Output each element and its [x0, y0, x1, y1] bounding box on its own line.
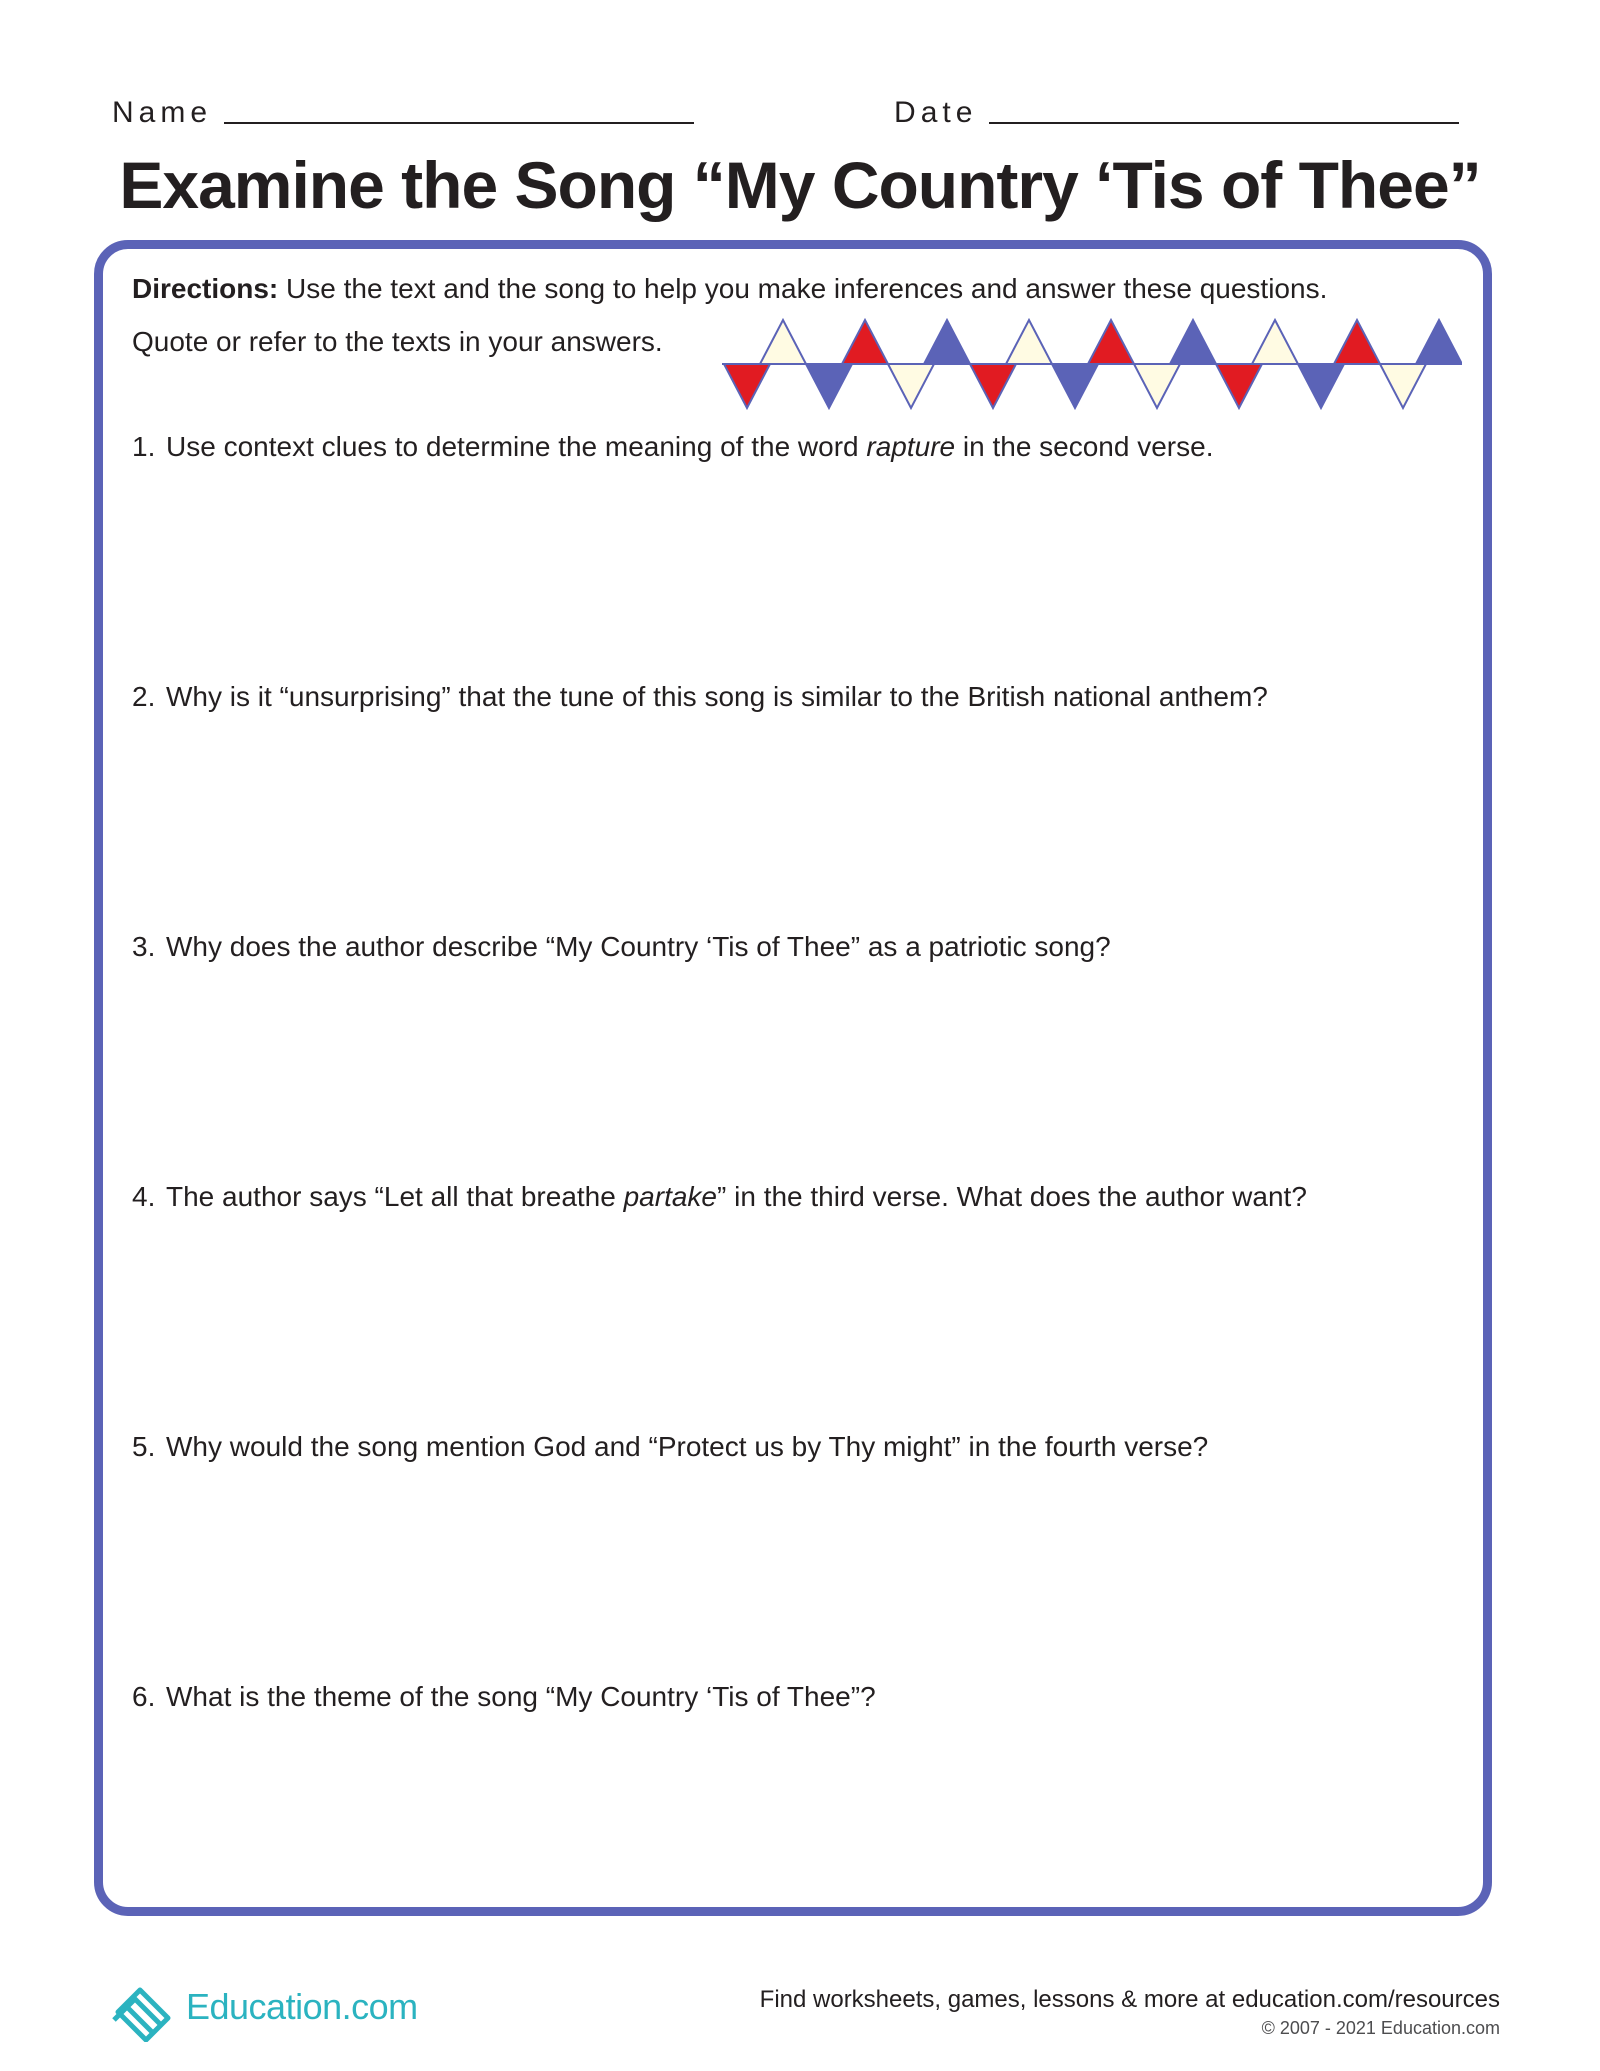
bunting-flag-up	[1170, 320, 1216, 364]
directions-text-1: Use the text and the song to help you make inferences and answer these questions.	[286, 273, 1328, 304]
footer-tagline[interactable]: Find worksheets, games, lessons & more at education.com/resources	[759, 1986, 1500, 2013]
bunting-flag-down	[1298, 364, 1344, 408]
directions-line-2: Quote or refer to the texts in your answers.	[132, 326, 663, 357]
question-text: What is the theme of the song “My Country ‘Tis of Thee”?	[166, 1681, 876, 1712]
question-number: 5.	[132, 1431, 156, 1462]
bunting-flag-up	[1334, 320, 1380, 364]
bunting-flag-up	[1252, 320, 1298, 364]
footer-copyright: © 2007 - 2021 Education.com	[1261, 2017, 1500, 2038]
bunting-flag-up	[760, 320, 806, 364]
question-italic-term: rapture	[866, 431, 956, 462]
bunting-flag-up	[1416, 320, 1462, 364]
logo-text: Education.com	[186, 1986, 418, 2027]
question-4	[132, 1180, 1472, 1214]
question-number: 4.	[132, 1181, 156, 1212]
question-2	[132, 680, 1472, 714]
bunting-flag-up	[1088, 320, 1134, 364]
bunting-flag-up	[842, 320, 888, 364]
bunting-flag-up	[1006, 320, 1052, 364]
question-number: 3.	[132, 931, 156, 962]
pencil-book-icon	[110, 1972, 180, 2042]
bunting-flag-down	[806, 364, 852, 408]
question-text-end: ” in the third verse. What does the author want?	[717, 1181, 1307, 1212]
header-fields	[112, 88, 1462, 128]
bunting-decoration	[722, 318, 1462, 410]
date-field[interactable]	[894, 98, 1459, 128]
bunting-flag-down	[1216, 364, 1262, 408]
date-line[interactable]	[989, 122, 1459, 124]
question-italic-term: partake	[623, 1181, 718, 1212]
bunting-flag-down	[1380, 364, 1426, 408]
bunting-flag-down	[970, 364, 1016, 408]
question-text: Why does the author describe “My Country ‘Tis of Thee” as a patriotic song?	[166, 931, 1111, 962]
question-text: Why is it “unsurprising” that the tune of this song is similar to the British national anthem?	[166, 681, 1268, 712]
question-number: 6.	[132, 1681, 156, 1712]
directions-label: Directions:	[132, 273, 279, 304]
question-6	[132, 1680, 1472, 1714]
name-field[interactable]	[112, 98, 694, 128]
education-logo[interactable]	[110, 1972, 418, 2042]
name-label: Name	[112, 96, 213, 129]
date-label: Date	[894, 96, 978, 129]
bunting-flag-down	[1052, 364, 1098, 408]
footer-info	[760, 1986, 1500, 2042]
question-number: 2.	[132, 681, 156, 712]
bunting-flag-down	[724, 364, 770, 408]
page-title: Examine the Song “My Country ‘Tis of Thee”	[119, 148, 1481, 222]
bunting-flag-up	[924, 320, 970, 364]
bunting-flag-down	[1134, 364, 1180, 408]
name-line[interactable]	[224, 122, 694, 124]
question-text: The author says “Let all that breathe	[166, 1181, 624, 1212]
bunting-flag-down	[888, 364, 934, 408]
question-text: Why would the song mention God and “Protect us by Thy might” in the fourth verse?	[166, 1431, 1209, 1462]
question-3	[132, 930, 1472, 964]
question-1	[132, 430, 1472, 464]
content-frame	[94, 240, 1492, 1916]
directions-line-1	[132, 262, 1472, 315]
question-text-end: in the second verse.	[955, 431, 1214, 462]
question-text: Use context clues to determine the meaning of the word	[166, 431, 867, 462]
question-5	[132, 1430, 1472, 1464]
question-number: 1.	[132, 431, 156, 462]
